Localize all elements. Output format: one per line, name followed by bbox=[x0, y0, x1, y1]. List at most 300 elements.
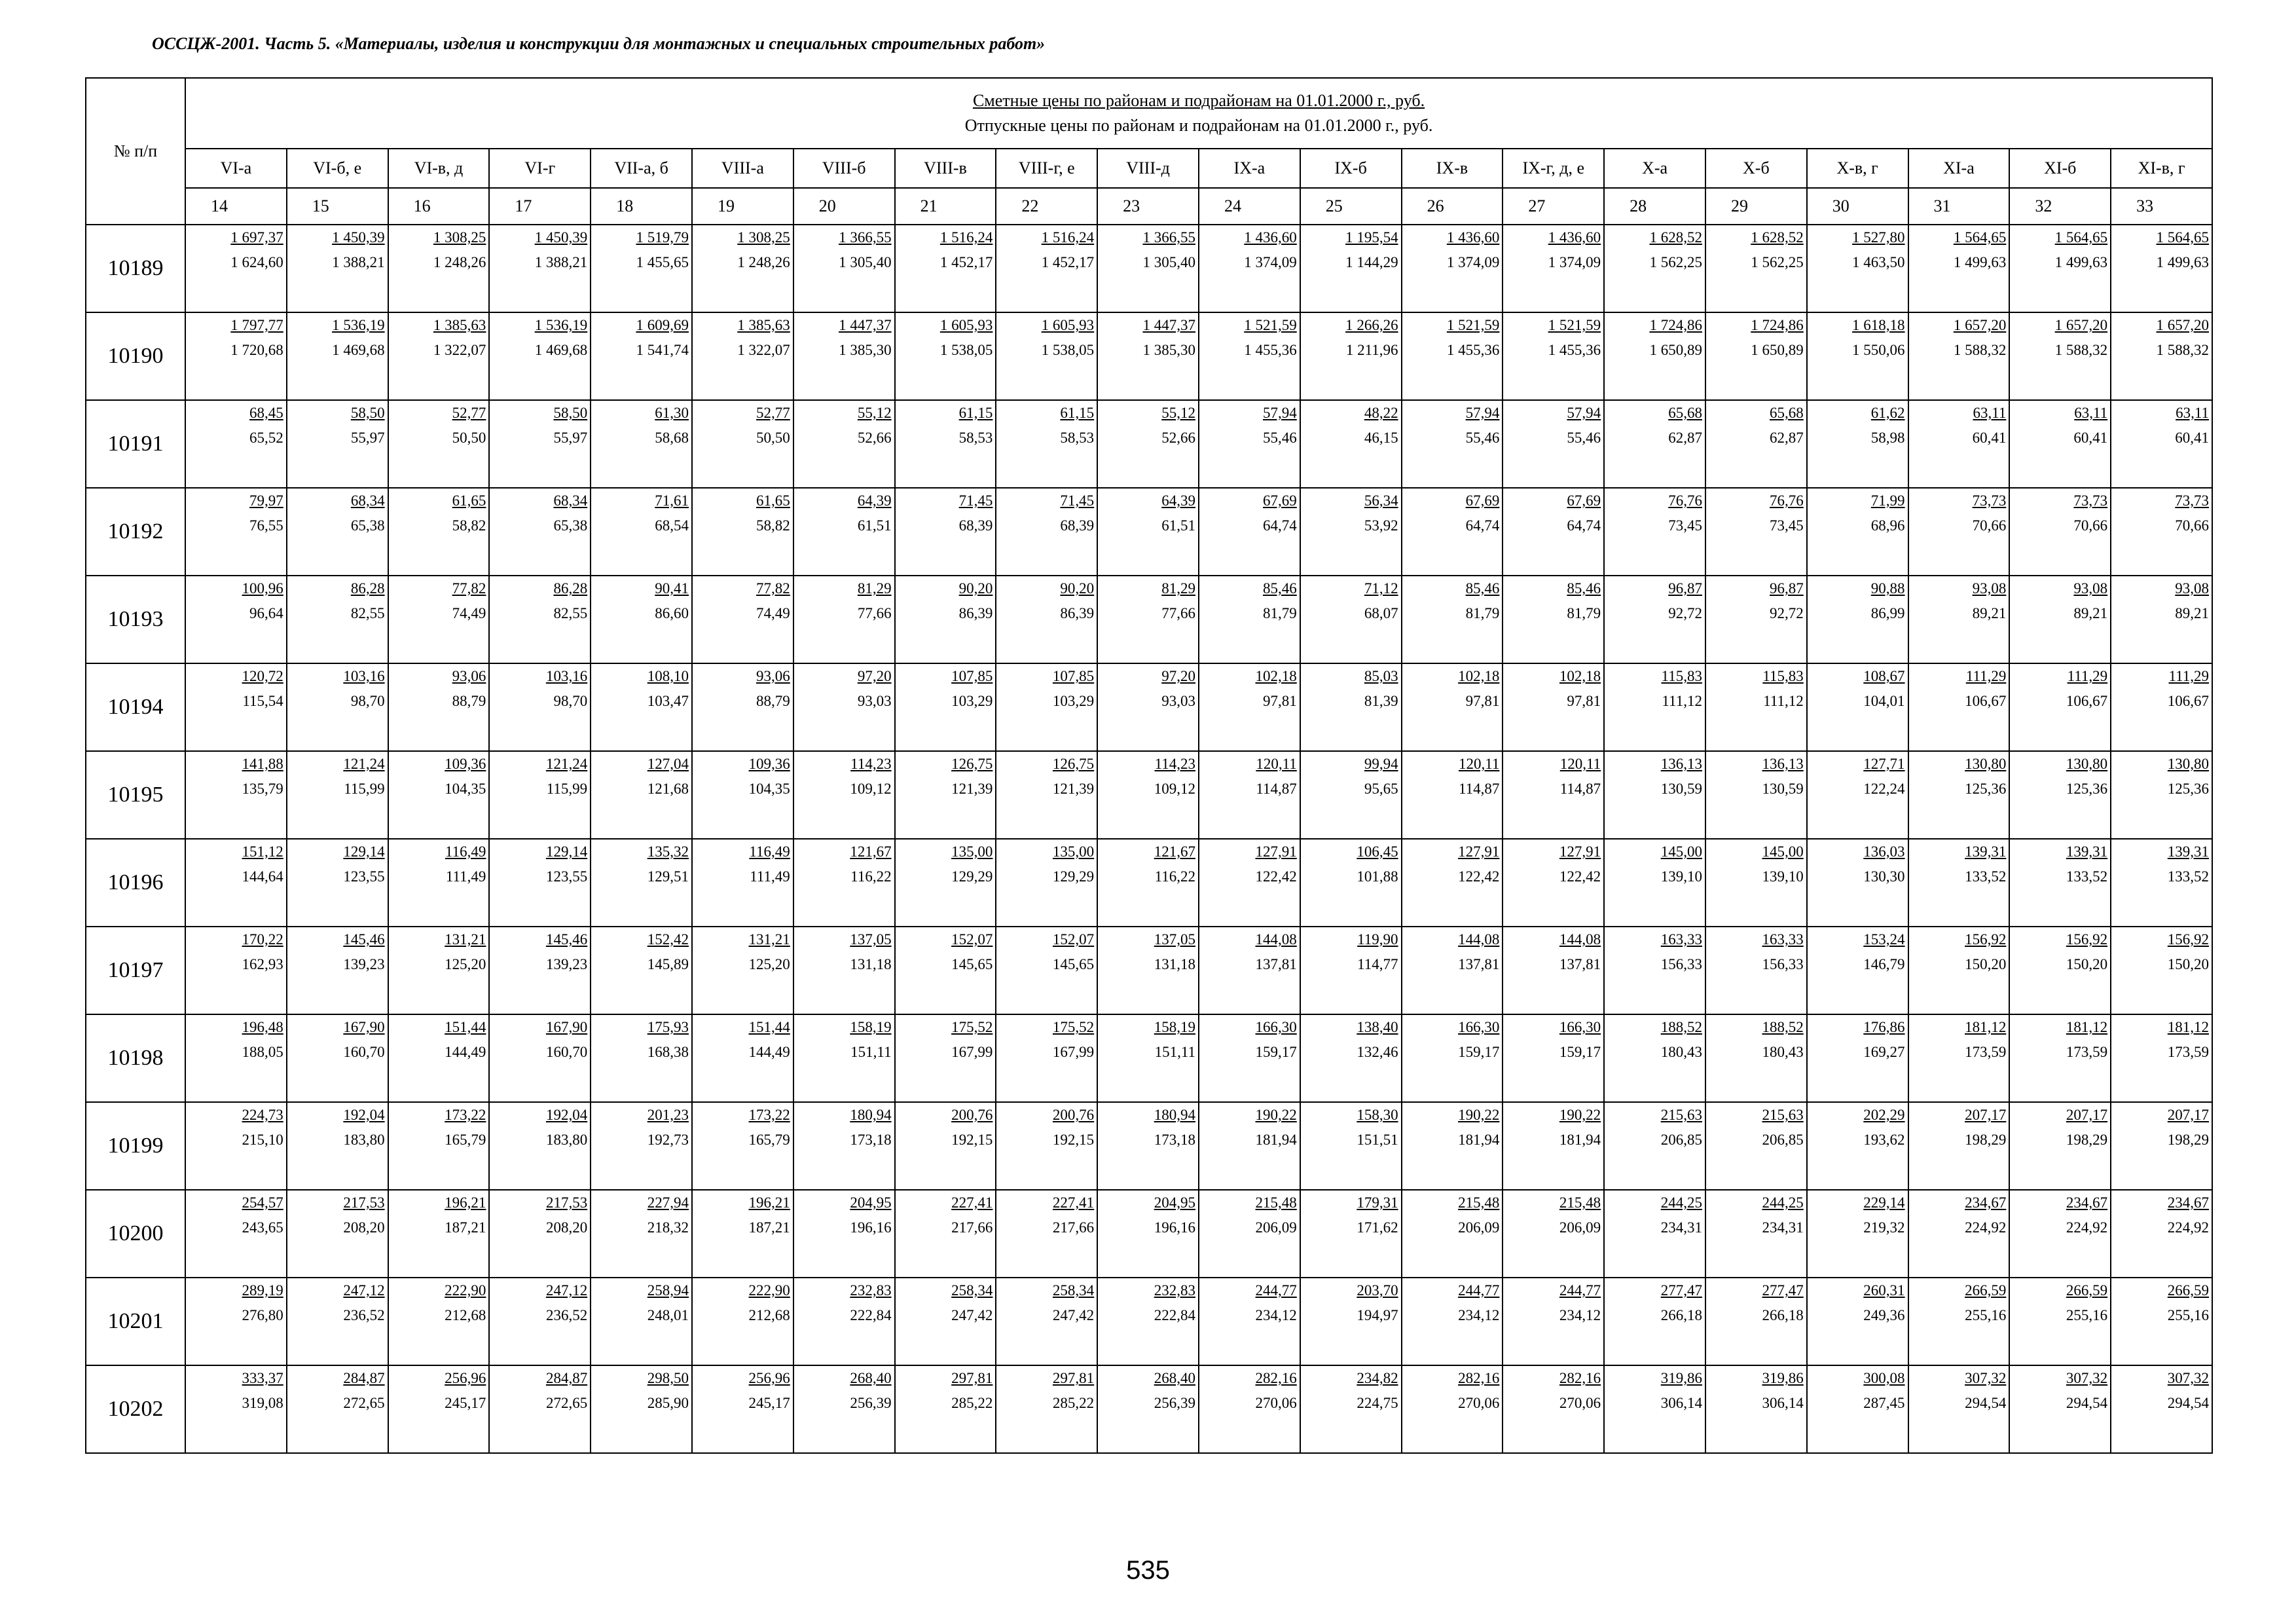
estimated-price: 166,30 bbox=[1458, 1019, 1500, 1035]
estimated-price: 244,77 bbox=[1255, 1282, 1297, 1299]
release-price: 135,79 bbox=[242, 781, 283, 797]
estimated-price: 266,59 bbox=[2167, 1282, 2210, 1299]
column-index: 31 bbox=[1908, 188, 2010, 225]
estimated-price: 307,32 bbox=[1965, 1370, 2007, 1386]
price-cell bbox=[2111, 1278, 2212, 1365]
estimated-price: 137,05 bbox=[850, 931, 892, 948]
estimated-price: 1 385,63 bbox=[737, 317, 790, 333]
estimated-price: 96,87 bbox=[1668, 580, 1702, 597]
estimated-price: 167,90 bbox=[545, 1019, 588, 1035]
price-cell bbox=[591, 1278, 692, 1365]
price-cell bbox=[388, 663, 490, 751]
price-cell bbox=[1402, 1190, 1503, 1278]
estimated-price: 190,22 bbox=[1255, 1107, 1297, 1123]
estimated-price: 141,88 bbox=[242, 756, 283, 772]
price-cell bbox=[895, 576, 996, 663]
release-price: 219,32 bbox=[1863, 1219, 1905, 1236]
release-price: 123,55 bbox=[545, 868, 588, 885]
release-price: 116,22 bbox=[850, 868, 892, 885]
estimated-price: 1 447,37 bbox=[1142, 317, 1195, 333]
estimated-price: 67,69 bbox=[1567, 492, 1601, 509]
release-price: 272,65 bbox=[545, 1395, 588, 1411]
price-cell bbox=[1300, 663, 1402, 751]
estimated-price: 93,08 bbox=[2073, 580, 2108, 597]
row-number: 10194 bbox=[86, 663, 185, 751]
price-cell bbox=[1503, 1190, 1604, 1278]
release-price: 1 248,26 bbox=[737, 254, 790, 270]
estimated-price: 1 724,86 bbox=[1751, 317, 1804, 333]
release-price: 159,17 bbox=[1559, 1044, 1601, 1060]
price-cell bbox=[1908, 576, 2010, 663]
release-price: 130,59 bbox=[1660, 781, 1702, 797]
estimated-price: 126,75 bbox=[951, 756, 993, 772]
estimated-price: 1 724,86 bbox=[1649, 317, 1702, 333]
estimated-price: 227,94 bbox=[647, 1194, 689, 1211]
release-price: 1 562,25 bbox=[1649, 254, 1702, 270]
release-price: 58,82 bbox=[756, 517, 790, 534]
price-cell bbox=[1503, 400, 1604, 488]
row-number: 10196 bbox=[86, 839, 185, 927]
price-cell bbox=[1402, 1365, 1503, 1453]
price-cell bbox=[1300, 839, 1402, 927]
estimated-price: 116,49 bbox=[445, 843, 486, 860]
price-cell bbox=[996, 1102, 1097, 1190]
release-price: 139,10 bbox=[1660, 868, 1702, 885]
release-price: 74,49 bbox=[452, 605, 486, 621]
estimated-price: 319,86 bbox=[1660, 1370, 1702, 1386]
price-cell bbox=[2111, 1365, 2212, 1453]
release-price: 1 322,07 bbox=[737, 342, 790, 358]
price-cell bbox=[793, 312, 895, 400]
price-cell bbox=[489, 751, 591, 839]
estimated-price: 65,68 bbox=[1668, 405, 1702, 421]
price-cell bbox=[185, 1102, 287, 1190]
price-cell bbox=[1402, 1278, 1503, 1365]
release-price: 234,31 bbox=[1660, 1219, 1702, 1236]
estimated-price: 115,83 bbox=[1661, 668, 1702, 684]
release-price: 217,66 bbox=[951, 1219, 993, 1236]
price-cell bbox=[692, 1278, 793, 1365]
price-cell bbox=[996, 1365, 1097, 1453]
estimated-price: 158,19 bbox=[850, 1019, 892, 1035]
price-cell bbox=[591, 751, 692, 839]
estimated-price: 121,24 bbox=[545, 756, 588, 772]
price-cell bbox=[287, 751, 388, 839]
release-price: 122,42 bbox=[1559, 868, 1601, 885]
release-price: 206,09 bbox=[1458, 1219, 1500, 1236]
price-cell bbox=[1097, 1278, 1199, 1365]
release-price: 104,35 bbox=[748, 781, 790, 797]
release-price: 129,29 bbox=[951, 868, 993, 885]
price-cell bbox=[1402, 751, 1503, 839]
price-cell bbox=[1300, 751, 1402, 839]
release-price: 133,52 bbox=[2066, 868, 2108, 885]
price-cell bbox=[793, 927, 895, 1014]
release-price: 55,46 bbox=[1567, 430, 1601, 446]
estimated-price: 64,39 bbox=[1161, 492, 1195, 509]
estimated-price: 1 450,39 bbox=[534, 229, 588, 246]
release-price: 81,39 bbox=[1364, 693, 1398, 709]
release-price: 73,45 bbox=[1668, 517, 1702, 534]
price-cell bbox=[388, 839, 490, 927]
price-cell bbox=[692, 751, 793, 839]
row-number: 10189 bbox=[86, 225, 185, 312]
price-cell bbox=[489, 488, 591, 576]
estimated-price: 196,21 bbox=[748, 1194, 790, 1211]
estimated-price: 207,17 bbox=[2167, 1107, 2210, 1123]
price-cell bbox=[1807, 751, 1908, 839]
price-cell bbox=[287, 312, 388, 400]
estimated-price: 85,46 bbox=[1263, 580, 1297, 597]
estimated-price: 1 609,69 bbox=[636, 317, 689, 333]
row-number: 10199 bbox=[86, 1102, 185, 1190]
estimated-price: 120,72 bbox=[242, 668, 283, 684]
price-cell bbox=[388, 1014, 490, 1102]
estimated-price: 63,11 bbox=[1973, 405, 2007, 421]
estimated-price: 71,61 bbox=[655, 492, 689, 509]
release-price: 130,59 bbox=[1762, 781, 1804, 797]
price-cell bbox=[1705, 312, 1807, 400]
price-cell bbox=[1199, 1278, 1300, 1365]
price-cell bbox=[489, 1190, 591, 1278]
price-cell bbox=[1097, 225, 1199, 312]
release-price: 144,64 bbox=[242, 868, 283, 885]
price-cell bbox=[489, 1278, 591, 1365]
price-cell bbox=[287, 1190, 388, 1278]
price-cell bbox=[1503, 225, 1604, 312]
estimated-price: 138,40 bbox=[1357, 1019, 1398, 1035]
estimated-price: 129,14 bbox=[343, 843, 385, 860]
estimated-price: 232,83 bbox=[850, 1282, 892, 1299]
release-price: 133,52 bbox=[2167, 868, 2210, 885]
release-price: 64,74 bbox=[1567, 517, 1601, 534]
release-price: 198,29 bbox=[2167, 1132, 2210, 1148]
release-price: 151,11 bbox=[850, 1044, 892, 1060]
column-index: 14 bbox=[185, 188, 287, 225]
price-cell bbox=[1705, 1365, 1807, 1453]
release-price: 1 388,21 bbox=[534, 254, 588, 270]
region-header: IX-а bbox=[1199, 149, 1300, 188]
price-cell bbox=[895, 1365, 996, 1453]
estimated-price: 116,49 bbox=[749, 843, 790, 860]
estimated-price: 1 618,18 bbox=[1852, 317, 1905, 333]
estimated-price: 176,86 bbox=[1863, 1019, 1905, 1035]
release-price: 1 538,05 bbox=[939, 342, 993, 358]
price-cell bbox=[895, 927, 996, 1014]
estimated-price: 1 366,55 bbox=[839, 229, 892, 246]
price-cell bbox=[1705, 1190, 1807, 1278]
release-price: 122,42 bbox=[1255, 868, 1297, 885]
price-cell bbox=[793, 400, 895, 488]
estimated-price: 65,68 bbox=[1770, 405, 1804, 421]
estimated-price: 1 657,20 bbox=[1953, 317, 2007, 333]
estimated-price: 127,04 bbox=[647, 756, 689, 772]
release-price: 1 650,89 bbox=[1649, 342, 1702, 358]
price-cell bbox=[185, 751, 287, 839]
price-cell bbox=[1705, 1278, 1807, 1365]
release-price: 114,87 bbox=[1458, 781, 1500, 797]
price-cell bbox=[692, 312, 793, 400]
price-cell bbox=[2111, 400, 2212, 488]
estimated-price: 115,83 bbox=[1762, 668, 1804, 684]
release-price: 1 720,68 bbox=[230, 342, 283, 358]
release-price: 168,38 bbox=[647, 1044, 689, 1060]
price-cell bbox=[185, 1190, 287, 1278]
price-cell bbox=[692, 1365, 793, 1453]
release-price: 137,81 bbox=[1559, 956, 1601, 972]
price-cell bbox=[793, 1278, 895, 1365]
estimated-price: 215,48 bbox=[1458, 1194, 1500, 1211]
price-cell bbox=[185, 1365, 287, 1453]
price-cell bbox=[388, 225, 490, 312]
release-price: 196,16 bbox=[850, 1219, 892, 1236]
release-price: 173,18 bbox=[1154, 1132, 1195, 1148]
release-price: 294,54 bbox=[1965, 1395, 2007, 1411]
estimated-price: 99,94 bbox=[1364, 756, 1398, 772]
release-price: 1 650,89 bbox=[1751, 342, 1804, 358]
estimated-price: 1 657,20 bbox=[2054, 317, 2108, 333]
release-price: 122,42 bbox=[1458, 868, 1500, 885]
release-price: 1 374,09 bbox=[1244, 254, 1297, 270]
region-header: X-а bbox=[1604, 149, 1705, 188]
estimated-price: 55,12 bbox=[1161, 405, 1195, 421]
release-price: 167,99 bbox=[951, 1044, 993, 1060]
release-price: 1 305,40 bbox=[839, 254, 892, 270]
release-price: 103,29 bbox=[1052, 693, 1095, 709]
price-cell bbox=[489, 1365, 591, 1453]
price-cell bbox=[1300, 1278, 1402, 1365]
estimated-price: 52,77 bbox=[756, 405, 790, 421]
price-cell bbox=[895, 1014, 996, 1102]
estimated-price: 196,21 bbox=[445, 1194, 486, 1211]
estimated-price: 139,31 bbox=[1965, 843, 2007, 860]
release-price: 77,66 bbox=[857, 605, 892, 621]
price-cell bbox=[1300, 1014, 1402, 1102]
price-cell bbox=[185, 839, 287, 927]
estimated-price: 166,30 bbox=[1255, 1019, 1297, 1035]
price-cell bbox=[1807, 400, 1908, 488]
price-cell bbox=[1807, 1278, 1908, 1365]
release-price: 139,23 bbox=[343, 956, 385, 972]
estimated-price: 1 536,19 bbox=[534, 317, 588, 333]
release-price: 234,12 bbox=[1458, 1307, 1500, 1323]
price-cell bbox=[1097, 576, 1199, 663]
estimated-price: 180,94 bbox=[850, 1107, 892, 1123]
price-cell bbox=[996, 663, 1097, 751]
estimated-price: 151,12 bbox=[242, 843, 283, 860]
release-price: 86,39 bbox=[958, 605, 993, 621]
estimated-price: 298,50 bbox=[647, 1370, 689, 1386]
estimated-price: 175,52 bbox=[951, 1019, 993, 1035]
release-price: 93,03 bbox=[1161, 693, 1195, 709]
region-header: VIII-г, е bbox=[996, 149, 1097, 188]
price-cell bbox=[1402, 312, 1503, 400]
price-cell bbox=[1908, 225, 2010, 312]
release-price: 159,17 bbox=[1255, 1044, 1297, 1060]
release-price: 187,21 bbox=[445, 1219, 486, 1236]
release-price: 64,74 bbox=[1465, 517, 1500, 534]
release-price: 193,62 bbox=[1863, 1132, 1905, 1148]
release-price: 77,66 bbox=[1161, 605, 1195, 621]
release-price: 156,33 bbox=[1762, 956, 1804, 972]
estimated-price: 144,08 bbox=[1255, 931, 1297, 948]
release-price: 139,10 bbox=[1762, 868, 1804, 885]
estimated-price: 48,22 bbox=[1364, 405, 1398, 421]
estimated-price: 90,20 bbox=[1060, 580, 1095, 597]
header-row-title bbox=[86, 78, 2212, 149]
price-cell bbox=[1807, 1365, 1908, 1453]
price-cell bbox=[2009, 1365, 2111, 1453]
release-price: 58,98 bbox=[1870, 430, 1905, 446]
release-price: 65,38 bbox=[350, 517, 385, 534]
price-cell bbox=[287, 1365, 388, 1453]
price-cell bbox=[1604, 839, 1705, 927]
region-header: VII-а, б bbox=[591, 149, 692, 188]
price-cell bbox=[591, 400, 692, 488]
release-price: 125,36 bbox=[2066, 781, 2108, 797]
release-price: 270,06 bbox=[1255, 1395, 1297, 1411]
estimated-price: 120,11 bbox=[1559, 756, 1601, 772]
price-cell bbox=[793, 839, 895, 927]
price-cell bbox=[287, 488, 388, 576]
release-price: 68,39 bbox=[1060, 517, 1095, 534]
estimated-price: 126,75 bbox=[1052, 756, 1095, 772]
estimated-price: 120,11 bbox=[1458, 756, 1500, 772]
price-cell bbox=[388, 1102, 490, 1190]
estimated-price: 277,47 bbox=[1660, 1282, 1702, 1299]
estimated-price: 145,46 bbox=[545, 931, 588, 948]
price-cell bbox=[692, 1190, 793, 1278]
price-cell bbox=[895, 1102, 996, 1190]
release-price: 319,08 bbox=[242, 1395, 283, 1411]
release-price: 183,80 bbox=[545, 1132, 588, 1148]
estimated-price: 217,53 bbox=[545, 1194, 588, 1211]
price-cell bbox=[1705, 225, 1807, 312]
region-header: X-в, г bbox=[1807, 149, 1908, 188]
estimated-price: 58,50 bbox=[350, 405, 385, 421]
release-price: 121,68 bbox=[647, 781, 689, 797]
release-price: 217,66 bbox=[1052, 1219, 1095, 1236]
release-price: 208,20 bbox=[545, 1219, 588, 1236]
release-price: 1 469,68 bbox=[534, 342, 588, 358]
estimated-price: 1 521,59 bbox=[1244, 317, 1297, 333]
price-cell bbox=[692, 225, 793, 312]
estimated-price: 1 366,55 bbox=[1142, 229, 1195, 246]
estimated-price: 1 519,79 bbox=[636, 229, 689, 246]
row-number: 10195 bbox=[86, 751, 185, 839]
estimated-price: 333,37 bbox=[242, 1370, 283, 1386]
release-price: 1 588,32 bbox=[2054, 342, 2108, 358]
price-cell bbox=[388, 1365, 490, 1453]
release-price: 206,85 bbox=[1660, 1132, 1702, 1148]
prices-title-cell bbox=[185, 78, 2212, 149]
release-price: 144,49 bbox=[445, 1044, 486, 1060]
release-price: 86,39 bbox=[1060, 605, 1095, 621]
release-price: 167,99 bbox=[1052, 1044, 1095, 1060]
release-price: 98,70 bbox=[553, 693, 588, 709]
release-price: 58,82 bbox=[452, 517, 486, 534]
release-price: 1 374,09 bbox=[1548, 254, 1601, 270]
release-price: 61,51 bbox=[857, 517, 892, 534]
price-cell bbox=[388, 1278, 490, 1365]
region-header: VI-б, е bbox=[287, 149, 388, 188]
table-row bbox=[86, 663, 2212, 751]
estimated-price: 114,23 bbox=[1154, 756, 1195, 772]
estimated-price: 156,92 bbox=[1965, 931, 2007, 948]
estimated-price: 200,76 bbox=[951, 1107, 993, 1123]
price-cell bbox=[1503, 663, 1604, 751]
release-price: 248,01 bbox=[647, 1307, 689, 1323]
price-cell bbox=[1705, 1102, 1807, 1190]
estimated-price: 109,36 bbox=[748, 756, 790, 772]
price-cell bbox=[1503, 1014, 1604, 1102]
price-cell bbox=[996, 225, 1097, 312]
estimated-price: 190,22 bbox=[1458, 1107, 1500, 1123]
table-row bbox=[86, 312, 2212, 400]
price-cell bbox=[388, 751, 490, 839]
price-cell bbox=[1908, 839, 2010, 927]
estimated-price: 258,34 bbox=[1052, 1282, 1095, 1299]
release-price: 1 588,32 bbox=[2156, 342, 2210, 358]
estimated-price: 68,34 bbox=[350, 492, 385, 509]
table-body bbox=[86, 78, 2212, 1453]
estimated-price: 215,63 bbox=[1660, 1107, 1702, 1123]
price-cell bbox=[1199, 839, 1300, 927]
region-header: VIII-а bbox=[692, 149, 793, 188]
release-price: 1 322,07 bbox=[433, 342, 486, 358]
price-cell bbox=[2009, 1190, 2111, 1278]
release-price: 270,06 bbox=[1458, 1395, 1500, 1411]
estimated-price: 135,32 bbox=[647, 843, 689, 860]
estimated-price: 222,90 bbox=[445, 1282, 486, 1299]
price-cell bbox=[388, 400, 490, 488]
price-cell bbox=[489, 225, 591, 312]
price-cell bbox=[2009, 751, 2111, 839]
release-price: 1 538,05 bbox=[1041, 342, 1095, 358]
estimated-price: 215,48 bbox=[1559, 1194, 1601, 1211]
estimated-price: 152,07 bbox=[951, 931, 993, 948]
release-price: 60,41 bbox=[2175, 430, 2210, 446]
column-index: 27 bbox=[1503, 188, 1604, 225]
release-price: 115,99 bbox=[344, 781, 385, 797]
estimated-price: 81,29 bbox=[857, 580, 892, 597]
estimated-price: 130,80 bbox=[2167, 756, 2210, 772]
price-cell bbox=[1908, 1102, 2010, 1190]
price-cell bbox=[2009, 663, 2111, 751]
release-price: 58,68 bbox=[655, 430, 689, 446]
release-price: 215,10 bbox=[242, 1132, 283, 1148]
price-cell bbox=[895, 663, 996, 751]
estimated-price: 114,23 bbox=[850, 756, 892, 772]
region-header: XI-в, г bbox=[2111, 149, 2212, 188]
price-cell bbox=[996, 488, 1097, 576]
column-index: 30 bbox=[1807, 188, 1908, 225]
price-cell bbox=[996, 1190, 1097, 1278]
release-price: 236,52 bbox=[545, 1307, 588, 1323]
price-cell bbox=[1503, 1102, 1604, 1190]
price-cell bbox=[692, 1014, 793, 1102]
release-price: 74,49 bbox=[756, 605, 790, 621]
release-price: 285,22 bbox=[1052, 1395, 1095, 1411]
release-price: 116,22 bbox=[1154, 868, 1195, 885]
estimated-price: 106,45 bbox=[1357, 843, 1398, 860]
release-price: 123,55 bbox=[343, 868, 385, 885]
release-price: 101,88 bbox=[1357, 868, 1398, 885]
release-price: 111,49 bbox=[445, 868, 486, 885]
estimated-price: 232,83 bbox=[1154, 1282, 1195, 1299]
price-cell bbox=[1908, 400, 2010, 488]
price-cell bbox=[1908, 1014, 2010, 1102]
